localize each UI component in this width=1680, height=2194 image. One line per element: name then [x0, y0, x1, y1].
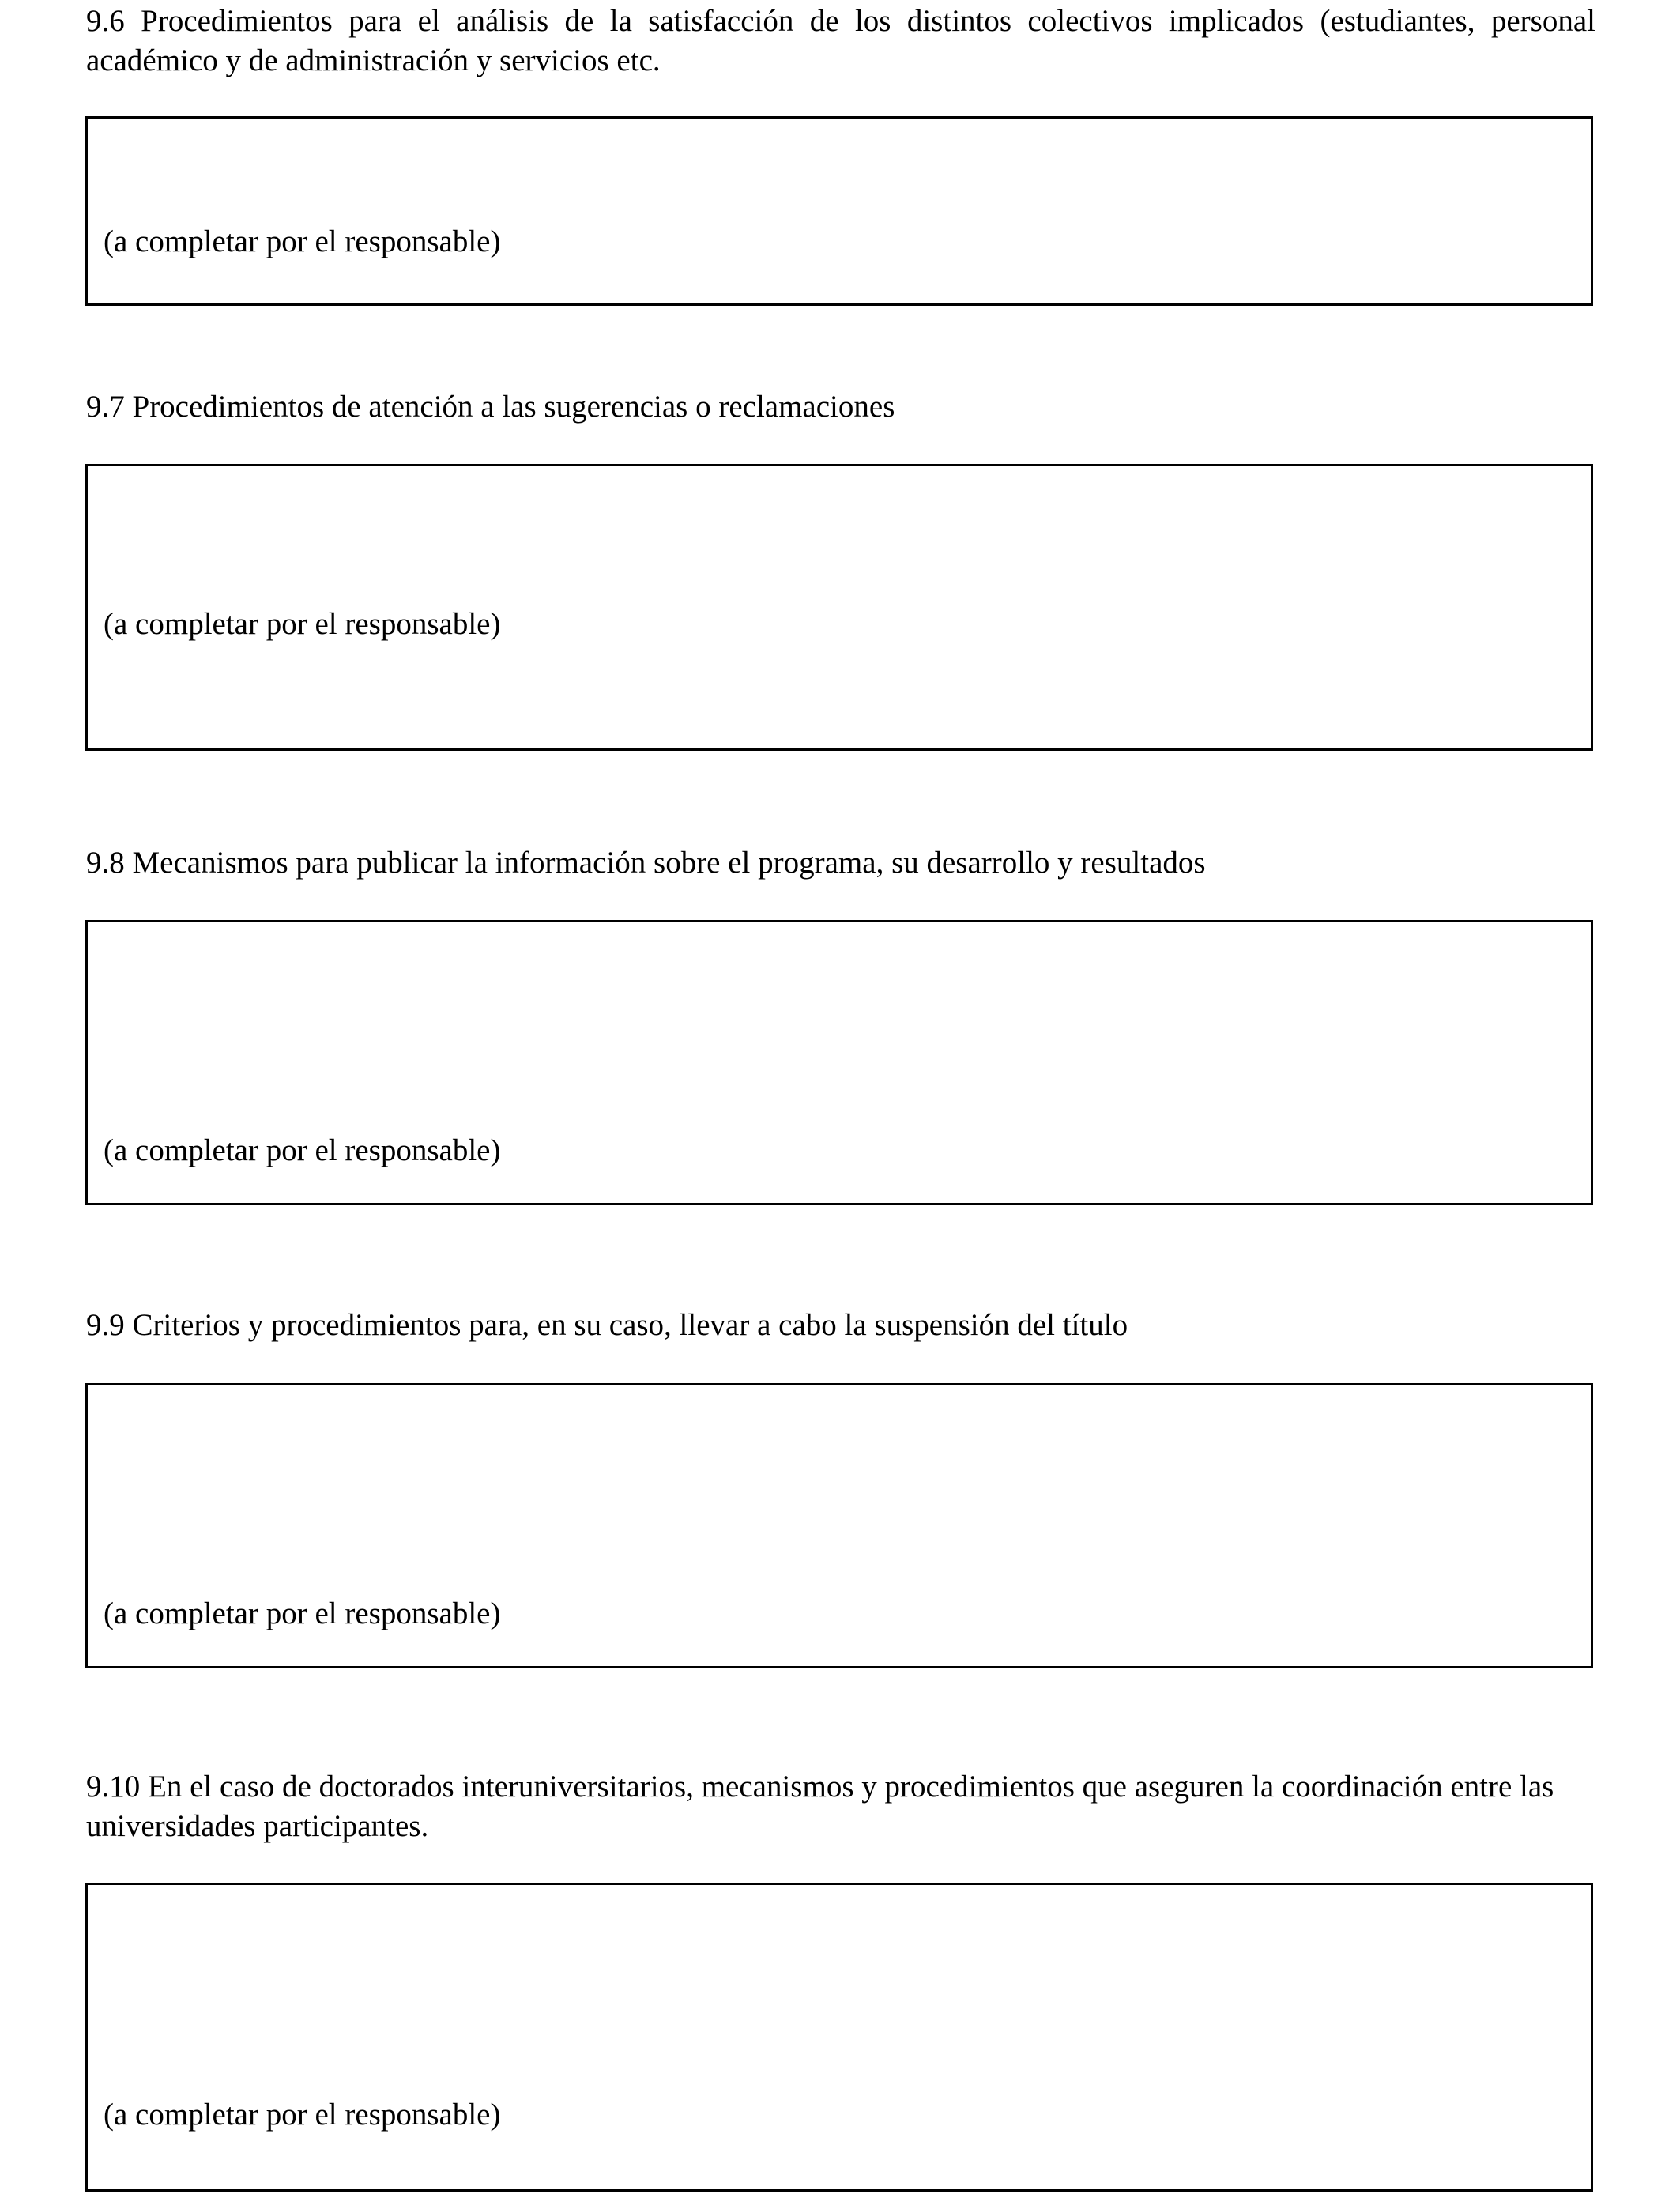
- section-heading-9-10: 9.10 En el caso de doctorados interuniversitarios, mecanismos y procedimientos que aseguren la coordinación entre las universidades participantes.: [86, 1770, 1554, 1843]
- placeholder-text: (a completar por el responsable): [104, 1133, 501, 1167]
- section-heading-9-7: 9.7 Procedimientos de atención a las sugerencias o reclamaciones: [86, 390, 895, 424]
- response-box-9-6[interactable]: [85, 116, 1593, 306]
- response-box-9-7[interactable]: [85, 464, 1593, 751]
- section-heading-9-6: 9.6 Procedimientos para el análisis de la satisfacción de los distintos colectivos implicados (estudiantes, personal académico y de administración y servicios etc.: [86, 4, 1595, 77]
- response-box-9-8[interactable]: [85, 920, 1593, 1205]
- section-heading-9-8: 9.8 Mecanismos para publicar la información sobre el programa, su desarrollo y resultados: [86, 846, 1206, 880]
- placeholder-text: (a completar por el responsable): [104, 224, 501, 258]
- section-heading-9-9: 9.9 Criterios y procedimientos para, en su caso, llevar a cabo la suspensión del título: [86, 1308, 1128, 1342]
- placeholder-text: (a completar por el responsable): [104, 607, 501, 641]
- placeholder-text: (a completar por el responsable): [104, 1596, 501, 1630]
- response-box-9-10[interactable]: [85, 1883, 1593, 2192]
- response-box-9-9[interactable]: [85, 1383, 1593, 1668]
- placeholder-text: (a completar por el responsable): [104, 2098, 501, 2132]
